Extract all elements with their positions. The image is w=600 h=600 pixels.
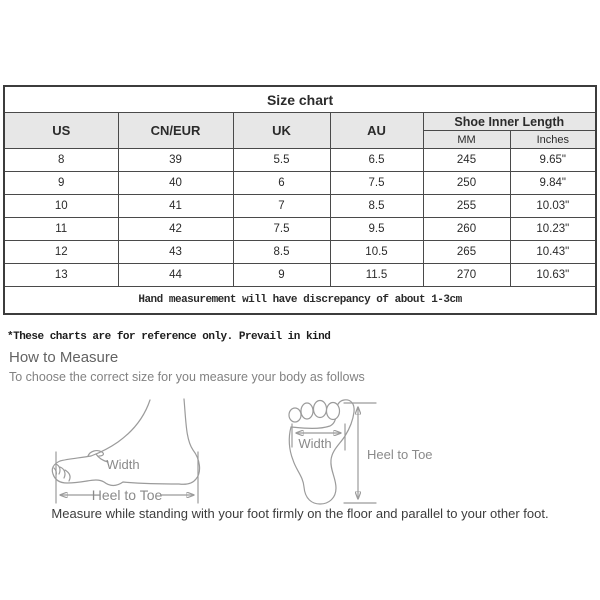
table-row: [4, 149, 596, 172]
cell-au: 7.5: [330, 172, 423, 195]
cell-inches: 10.43": [510, 241, 596, 264]
cell-uk: 9: [233, 264, 330, 287]
width-label-top: Width: [298, 436, 332, 451]
toe-second: [327, 403, 340, 420]
cell-us: 12: [4, 241, 118, 264]
cell-au: 10.5: [330, 241, 423, 264]
col-header-uk: UK: [233, 113, 330, 149]
cell-cneur: 40: [118, 172, 233, 195]
cell-au: 8.5: [330, 195, 423, 218]
cell-us: 8: [4, 149, 118, 172]
table-row: [4, 195, 596, 218]
heel-toe-label-side: Heel to Toe: [91, 487, 163, 503]
size-chart-table: [3, 85, 597, 315]
col-header-cneur: CN/EUR: [118, 113, 233, 149]
cell-us: 10: [4, 195, 118, 218]
col-header-au: AU: [330, 113, 423, 149]
foot-side-instep-bump: [88, 451, 103, 456]
table-title: Size chart: [4, 86, 596, 113]
foot-side-outline: [87, 399, 200, 486]
toe-fourth: [301, 403, 313, 419]
measure-diagrams: [0, 388, 600, 513]
cell-cneur: 41: [118, 195, 233, 218]
table-header-row: [4, 113, 596, 131]
toe-middle: [314, 401, 327, 418]
cell-cneur: 44: [118, 264, 233, 287]
cell-uk: 7: [233, 195, 330, 218]
col-header-inner-length: Shoe Inner Length: [423, 113, 596, 131]
col-header-inches: Inches: [510, 131, 596, 149]
cell-au: 6.5: [330, 149, 423, 172]
cell-au: 9.5: [330, 218, 423, 241]
cell-mm: 265: [423, 241, 510, 264]
cell-cneur: 39: [118, 149, 233, 172]
cell-inches: 10.23": [510, 218, 596, 241]
cell-cneur: 43: [118, 241, 233, 264]
toe-pinky: [289, 408, 301, 422]
cell-mm: 250: [423, 172, 510, 195]
cell-mm: 260: [423, 218, 510, 241]
how-to-measure-heading: How to Measure: [9, 349, 119, 366]
cell-uk: 8.5: [233, 241, 330, 264]
table-title-row: [4, 86, 596, 113]
cell-inches: 9.65": [510, 149, 596, 172]
heel-toe-label-top: Heel to Toe: [367, 447, 433, 462]
table-row: [4, 264, 596, 287]
cell-mm: 255: [423, 195, 510, 218]
foot-top-diagram: [289, 400, 433, 504]
cell-inches: 9.84": [510, 172, 596, 195]
cell-us: 9: [4, 172, 118, 195]
table-row: [4, 172, 596, 195]
col-header-mm: MM: [423, 131, 510, 149]
cell-mm: 270: [423, 264, 510, 287]
how-to-measure-intro: To choose the correct size for you measure your body as follows: [9, 370, 365, 384]
foot-side-toes: [52, 456, 91, 483]
cell-us: 11: [4, 218, 118, 241]
reference-note: *These charts are for reference only. Prevail in kind: [7, 331, 331, 343]
measure-caption: Measure while standing with your foot firmly on the floor and parallel to your other foot.: [51, 506, 549, 521]
foot-side-top-line: [91, 400, 150, 456]
cell-uk: 5.5: [233, 149, 330, 172]
cell-us: 13: [4, 264, 118, 287]
cell-uk: 7.5: [233, 218, 330, 241]
cell-inches: 10.63": [510, 264, 596, 287]
table-footnote: Hand measurement will have discrepancy of about 1-3cm: [4, 287, 596, 315]
table-row: [4, 241, 596, 264]
width-label-side: Width: [106, 457, 140, 472]
col-header-us: US: [4, 113, 118, 149]
cell-uk: 6: [233, 172, 330, 195]
cell-inches: 10.03": [510, 195, 596, 218]
table-row: [4, 218, 596, 241]
cell-cneur: 42: [118, 218, 233, 241]
cell-mm: 245: [423, 149, 510, 172]
cell-au: 11.5: [330, 264, 423, 287]
table-footnote-row: [4, 287, 596, 315]
foot-side-diagram: [52, 399, 199, 503]
